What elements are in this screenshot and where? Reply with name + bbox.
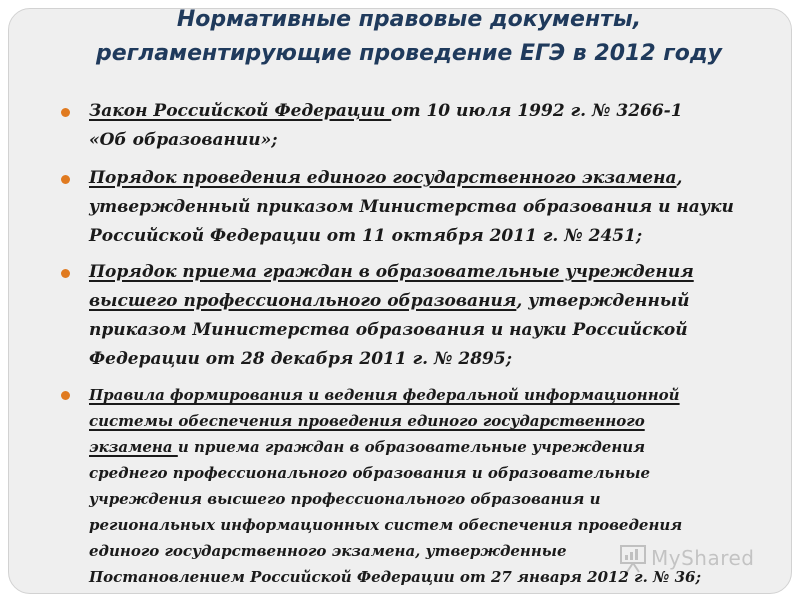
underlined-title: системы обеспечения проведения единого государственного <box>89 412 645 430</box>
item-line <box>89 287 776 316</box>
title-line-1: Нормативные правовые документы, <box>176 7 642 32</box>
bullet-dot <box>61 175 70 184</box>
item-line <box>89 382 776 408</box>
item-text: среднего профессионального образования и образовательные <box>89 464 651 482</box>
item-text: приказом Министерства образования и науки Российской <box>89 320 688 340</box>
item-line <box>89 345 776 374</box>
watermark-text: MyShared <box>651 546 755 570</box>
item-line <box>89 164 776 193</box>
item-text: региональных информационных систем обеспечения проведения <box>89 516 683 534</box>
item-text: Постановлением Российской Федерации от 27 января 2012 г. № 36; <box>89 568 701 586</box>
item-text: Российской Федерации от 11 октября 2011 г. № 2451; <box>89 226 643 246</box>
item-line <box>89 222 776 251</box>
underlined-title: Закон Российской Федерации <box>89 101 392 121</box>
item-line <box>89 460 776 486</box>
item-text: учреждения высшего профессионального образования и <box>89 490 601 508</box>
presentation-board-icon <box>619 543 647 573</box>
item-line <box>89 512 776 538</box>
underlined-title: Порядок проведения единого государственного экзамена <box>89 168 677 188</box>
underlined-title: высшего профессионального образования <box>89 291 517 311</box>
item-line <box>89 126 776 155</box>
bullet-dot <box>61 391 70 400</box>
item-text: Федерации от 28 декабря 2011 г. № 2895; <box>89 349 512 369</box>
slide-frame <box>8 8 792 594</box>
document-list <box>61 97 776 590</box>
item-line <box>89 316 776 345</box>
item-line <box>89 408 776 434</box>
item-text: утвержденный приказом Министерства образования и науки <box>89 197 734 217</box>
item-line <box>89 193 776 222</box>
underlined-title: экзамена <box>89 438 178 456</box>
list-item-admission-procedure <box>61 258 776 374</box>
watermark <box>619 543 755 573</box>
item-line <box>89 486 776 512</box>
underlined-title: Порядок приема граждан в образовательные учреждения <box>89 262 694 282</box>
bullet-dot <box>61 108 70 117</box>
item-line <box>89 258 776 287</box>
underlined-title: Правила формирования и ведения федеральной информационной <box>89 386 680 404</box>
list-item-exam-procedure <box>61 164 776 251</box>
item-text: и приема граждан в образовательные учреждения <box>177 438 646 456</box>
item-line <box>89 97 776 126</box>
bullet-dot <box>61 269 70 278</box>
item-text: единого государственного экзамена, утвержденные <box>89 542 567 560</box>
slide-title <box>29 3 789 71</box>
title-line-2: регламентирующие проведение ЕГЭ в 2012 году <box>95 41 722 66</box>
item-text: , утвержденный <box>516 291 690 311</box>
item-text: , <box>676 168 683 188</box>
item-text: «Об образовании»; <box>89 130 278 150</box>
item-line <box>89 434 776 460</box>
list-item-law <box>61 97 776 155</box>
item-text: от 10 июля 1992 г. № 3266-1 <box>391 101 683 121</box>
